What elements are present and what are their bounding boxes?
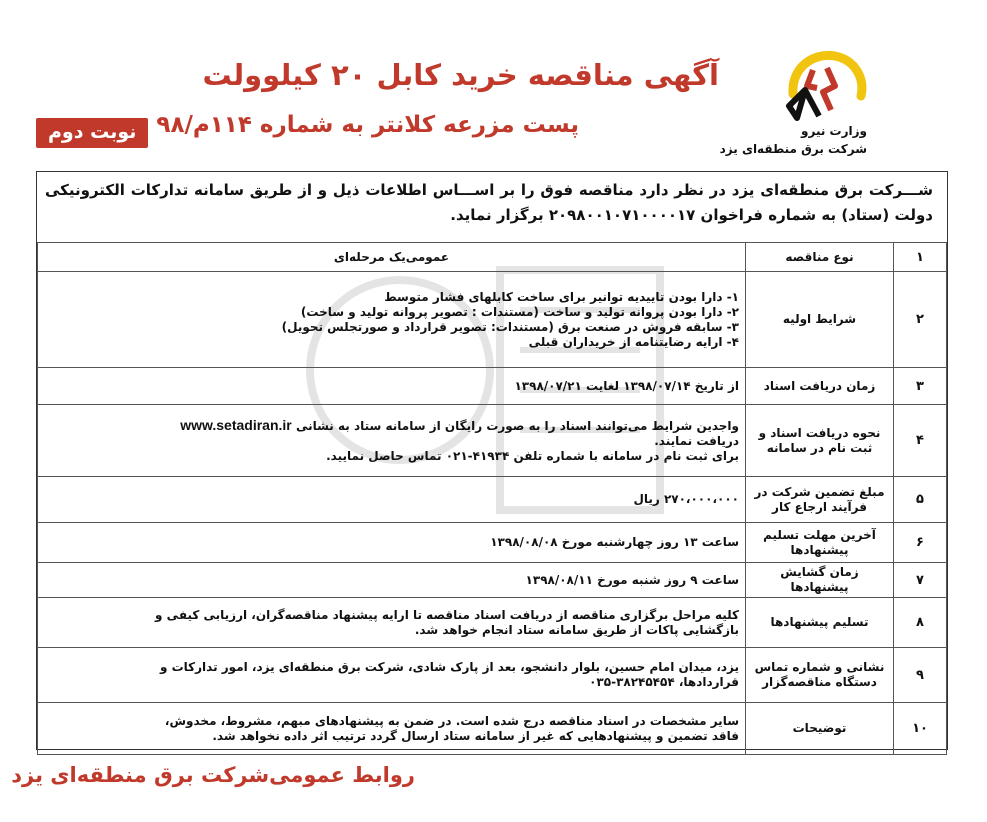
table-row <box>38 477 947 523</box>
row-value <box>38 648 746 703</box>
row-number: ۴ <box>894 405 947 477</box>
ministry-name: وزارت نیرو <box>801 124 867 138</box>
intro-paragraph: شـــرکت برق منطقه‌ای یزد در نظر دارد مناقصه فوق را بر اســـاس اطلاعات ذیل و از طریق سامانه تدارکات الکترونیکی دولت (ستاد) به شماره فراخوان ۲۰۹۸۰۰۱۰۷۱۰۰۰۰۱۷ برگزار نماید. <box>45 181 933 224</box>
row-text: برای ثبت نام در سامانه با شماره تلفن ۴۱۹۳۴-۰۲۱ تماس حاصل نمایید. <box>326 448 739 463</box>
row-number: ۱ <box>894 243 947 272</box>
setadiran-link[interactable]: www.setadiran.ir <box>180 416 292 433</box>
row-text: عمومی‌یک مرحله‌ای <box>333 249 450 264</box>
row-label: توضیحات <box>746 703 894 755</box>
row-label: نشانی و شماره تماس دستگاه مناقصه‌گزار <box>746 648 894 703</box>
row-value <box>38 405 746 477</box>
company-name: شرکت برق منطقه‌ای یزد <box>719 142 867 156</box>
row-text: بازگشایی پاکات از طریق سامانه ستاد انجام خواهد شد. <box>414 622 739 637</box>
row-text: قراردادها، ۳۸۲۴۵۴۵۴-۰۳۵ <box>589 675 739 689</box>
row-number: ۱۰ <box>894 703 947 755</box>
table-row <box>38 243 947 272</box>
row-text: کلیه مراحل برگزاری مناقصه از دریافت اسناد مناقصه تا ارایه پیشنهاد مناقصه‌گران، ارزیابی کیفی و <box>155 607 739 622</box>
table-row <box>38 368 947 405</box>
row-value <box>38 477 746 523</box>
row-label: تسلیم پیشنهادها <box>746 598 894 648</box>
row-text: ۲- دارا بودن پروانه تولید و ساخت (مستندات : تصویر پروانه تولید و ساخت) <box>300 304 739 319</box>
row-value <box>38 368 746 405</box>
row-text: ساعت ۱۳ روز چهارشنبه مورخ ۱۳۹۸/۰۸/۰۸ <box>490 535 739 549</box>
table-row <box>38 523 947 563</box>
row-text: ساعت ۹ روز شنبه مورخ ۱۳۹۸/۰۸/۱۱ <box>525 572 739 587</box>
table-row <box>38 703 947 755</box>
row-number: ۶ <box>894 523 947 563</box>
table-row <box>38 405 947 477</box>
row-text: ۳- سابقه فروش در صنعت برق (مستندات: تصویر قرارداد و صورتجلس تحویل) <box>281 319 739 334</box>
notice-subtitle: پست مزرعه کلانتر به شماره ۱۱۴م/۹۸ <box>156 112 579 138</box>
row-text-with-link <box>44 418 739 434</box>
row-value <box>38 243 746 272</box>
row-label: شرایط اولیه <box>746 272 894 368</box>
table-row <box>38 272 947 368</box>
row-text: ۱- دارا بودن تاییدیه توانیر برای ساخت کابلهای فشار متوسط <box>384 289 739 304</box>
row-label: آخرین مهلت تسلیم پیشنهادها <box>746 523 894 563</box>
row-text: فاقد تضمین و پیشنهادهایی که غیر از سامانه ستاد ارسال گردد ترتیب اثر داده نخواهد شد. <box>212 728 739 743</box>
table-row <box>38 563 947 598</box>
row-label: زمان گشایش پیشنهادها <box>746 563 894 598</box>
row-text: سایر مشخصات در اسناد مناقصه درج شده است. در ضمن به پیشنهادهای مبهم، مشروط، مخدوش، <box>164 713 739 728</box>
notice-frame <box>36 171 948 750</box>
details-table <box>37 242 947 755</box>
row-value <box>38 563 746 598</box>
row-label: مبلغ تضمین شرکت در فرآیند ارجاع کار <box>746 477 894 523</box>
round-badge: نوبت دوم <box>36 118 148 148</box>
row-number: ۷ <box>894 563 947 598</box>
row-label: زمان دریافت اسناد <box>746 368 894 405</box>
row-text: از تاریخ ۱۳۹۸/۰۷/۱۴ لغایت ۱۳۹۸/۰۷/۲۱ <box>514 378 739 393</box>
row-label: نوع مناقصه <box>746 243 894 272</box>
row-value <box>38 272 746 368</box>
row-text: ۴- ارایه رضایتنامه از خریداران قبلی <box>528 334 739 349</box>
row-value <box>38 598 746 648</box>
row-text: واجدین شرایط می‌توانند اسناد را به صورت رایگان از سامانه ستاد به نشانی <box>295 418 739 433</box>
row-number: ۲ <box>894 272 947 368</box>
row-number: ۳ <box>894 368 947 405</box>
notice-title: آگهی مناقصه خرید کابل ۲۰ کیلوولت <box>202 58 719 92</box>
public-relations-signature: روابط عمومی‌شرکت برق منطقه‌ای یزد <box>11 763 415 787</box>
row-label: نحوه دریافت اسناد و ثبت نام در سامانه <box>746 405 894 477</box>
row-value <box>38 703 746 755</box>
row-text: ۲۷۰،۰۰۰،۰۰۰ ریال <box>633 492 739 506</box>
table-row <box>38 648 947 703</box>
ministry-block <box>720 122 867 158</box>
row-text: یزد، میدان امام حسین، بلوار دانشجو، بعد از پارک شادی، شرکت برق منطقه‌ای یزد، امور تدارکات و <box>159 660 739 674</box>
company-logo <box>783 46 869 124</box>
table-row <box>38 598 947 648</box>
row-number: ۵ <box>894 477 947 523</box>
row-text: دریافت نمایند. <box>654 433 739 448</box>
row-value <box>38 523 746 563</box>
row-number: ۹ <box>894 648 947 703</box>
row-number: ۸ <box>894 598 947 648</box>
